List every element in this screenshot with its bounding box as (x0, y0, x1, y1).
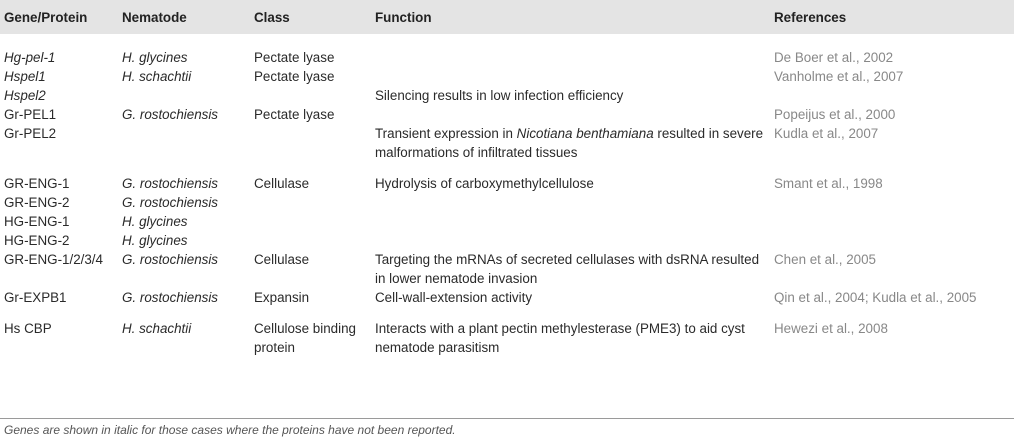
cell-gene: GR-ENG-2 (4, 195, 70, 210)
cell-gene: Hspel1 (4, 69, 46, 84)
header-nematode: Nematode (118, 0, 250, 34)
function-text: resulted in severe malformations of infiltrated tissues (375, 126, 764, 160)
cell-class (250, 124, 371, 162)
cell-reference: Kudla et al., 2007 (774, 126, 879, 141)
cell-reference: Smant et al., 1998 (774, 176, 883, 191)
cell-gene: GR-ENG-1/2/3/4 (4, 252, 103, 267)
cell-class (250, 231, 371, 250)
table-row (0, 162, 1014, 193)
cell-reference (770, 193, 1014, 212)
cell-reference: Hewezi et al., 2008 (774, 321, 888, 336)
cell-function: Cell-wall-extension activity (375, 290, 533, 305)
cell-nematode: H. glycines (122, 233, 188, 248)
table-row (0, 288, 1014, 307)
cell-class: Cellulose binding protein (254, 321, 356, 355)
table-row (0, 307, 1014, 371)
header-gene: Gene/Protein (0, 0, 118, 34)
cell-class (250, 212, 371, 231)
cell-gene: Gr-EXPB1 (4, 290, 67, 305)
cell-reference: Qin et al., 2004; Kudla et al., 2005 (774, 290, 977, 305)
cell-nematode: G. rostochiensis (122, 195, 219, 210)
cell-class (250, 86, 371, 105)
cell-gene: Gr-PEL1 (4, 107, 57, 122)
header-class: Class (250, 0, 371, 34)
cell-class: Cellulase (254, 176, 310, 191)
table-row (0, 105, 1014, 124)
cell-function (371, 105, 770, 124)
cell-class: Pectate lyase (254, 107, 335, 122)
cell-function (371, 212, 770, 231)
table-row (0, 124, 1014, 162)
cell-nematode (118, 86, 250, 105)
cell-nematode: H. schachtii (122, 69, 192, 84)
table-row (0, 67, 1014, 86)
table-row (0, 231, 1014, 250)
cell-reference: Popeijus et al., 2000 (774, 107, 896, 122)
cell-function: Hydrolysis of carboxymethylcellulose (375, 176, 594, 191)
cell-gene: HG-ENG-1 (4, 214, 70, 229)
cell-gene: GR-ENG-1 (4, 176, 70, 191)
cell-reference (770, 86, 1014, 105)
cell-reference: Vanholme et al., 2007 (774, 69, 904, 84)
cell-nematode: G. rostochiensis (122, 290, 219, 305)
footnote-divider (0, 418, 1014, 419)
table-row (0, 34, 1014, 67)
cell-function (371, 231, 770, 250)
header-function: Function (371, 0, 770, 34)
cell-gene: Hspel2 (4, 88, 46, 103)
cell-gene: Gr-PEL2 (4, 126, 57, 141)
cell-gene: Hs CBP (4, 321, 52, 336)
table-row (0, 212, 1014, 231)
table-row (0, 193, 1014, 212)
cell-function (371, 34, 770, 67)
cell-nematode: H. glycines (122, 214, 188, 229)
header-references: References (770, 0, 1014, 34)
cell-function: Interacts with a plant pectin methylesterase (PME3) to aid cyst nematode parasitism (375, 321, 745, 355)
table-footnote: Genes are shown in italic for those cases where the proteins have not been reported. (4, 423, 456, 437)
cell-class: Pectate lyase (254, 50, 335, 65)
cell-function (371, 193, 770, 212)
cell-reference (770, 212, 1014, 231)
cell-nematode: G. rostochiensis (122, 252, 219, 267)
header-row (0, 0, 1014, 34)
cell-class: Cellulase (254, 252, 310, 267)
cell-function: Silencing results in low infection efficiency (375, 88, 624, 103)
cell-class: Pectate lyase (254, 69, 335, 84)
cell-function (371, 124, 770, 162)
table-row (0, 250, 1014, 288)
cell-nematode: H. schachtii (122, 321, 192, 336)
cell-gene: HG-ENG-2 (4, 233, 70, 248)
cell-function (371, 67, 770, 86)
cell-nematode: G. rostochiensis (122, 176, 219, 191)
function-text: Transient expression in (375, 126, 517, 141)
cell-nematode: H. glycines (122, 50, 188, 65)
cell-reference: De Boer et al., 2002 (774, 50, 894, 65)
table-row (0, 86, 1014, 105)
cell-function: Targeting the mRNAs of secreted cellulases with dsRNA resulted in lower nematode invasion (375, 252, 760, 286)
cell-gene: Hg-pel-1 (4, 50, 56, 65)
cell-nematode: G. rostochiensis (122, 107, 219, 122)
cell-reference (770, 231, 1014, 250)
species-name: Nicotiana benthamiana (516, 126, 654, 141)
cell-nematode (118, 124, 250, 162)
cell-class (250, 193, 371, 212)
cell-class: Expansin (254, 290, 310, 305)
cell-reference: Chen et al., 2005 (774, 252, 876, 267)
